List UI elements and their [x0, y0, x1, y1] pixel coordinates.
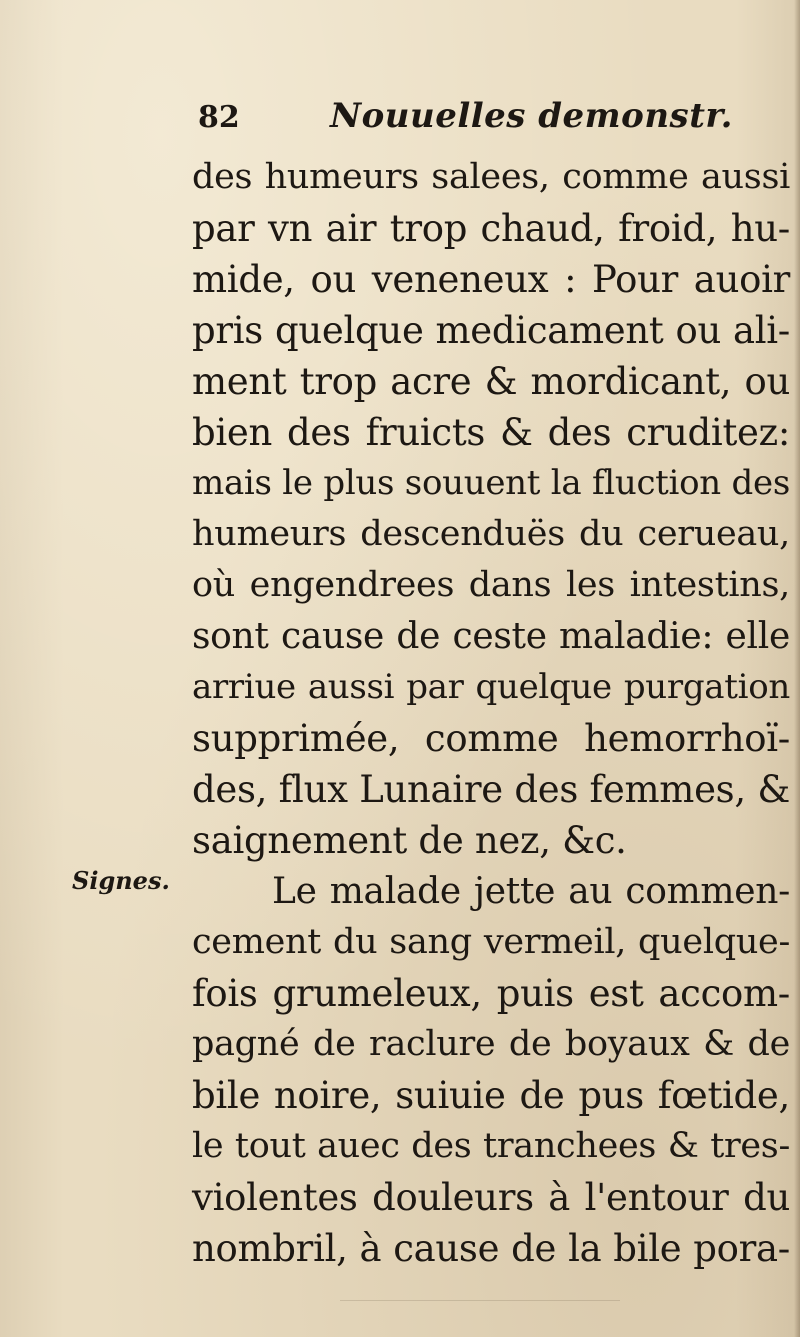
- text-line: où engendrees dans les intestins,: [192, 565, 790, 605]
- body-text: [192, 152, 790, 1274]
- text-line: le tout auec des tranchees & tres-: [192, 1126, 790, 1166]
- text-line: nombril, à cause de la bile pora-: [192, 1227, 790, 1270]
- text-line: arriue aussi par quelque purgation: [192, 667, 790, 707]
- text-line: par vn air trop chaud, froid, hu-: [192, 207, 790, 250]
- text-line: cement du sang vermeil, quelque-: [192, 922, 790, 962]
- page-header: [198, 96, 758, 146]
- text-line: mais le plus souuent la fluction des: [192, 463, 790, 503]
- text-line: des, flux Lunaire des femmes, &: [192, 768, 790, 811]
- text-line: pris quelque medicament ou ali-: [192, 309, 790, 352]
- bottom-rule: [340, 1300, 620, 1301]
- text-line: supprimée, comme hemorrhoï-: [192, 717, 790, 760]
- text-line: bile noire, suiuie de pus fœtide,: [192, 1074, 790, 1117]
- text-line: saignement de nez, &c.: [192, 819, 627, 862]
- text-line: bien des fruicts & des cruditez:: [192, 411, 790, 454]
- text-line: sont cause de ceste maladie: elle: [192, 616, 790, 657]
- text-line: fois grumeleux, puis est accom-: [192, 972, 790, 1015]
- text-line: ment trop acre & mordicant, ou: [192, 360, 790, 403]
- running-title: Nouuelles demonstr.: [330, 96, 734, 136]
- text-line: des humeurs salees, comme aussi: [192, 157, 790, 197]
- text-line: mide, ou veneneux : Pour auoir: [192, 258, 790, 301]
- text-line: violentes douleurs à l'entour du: [192, 1176, 790, 1219]
- text-line: humeurs descenduës du cerueau,: [192, 514, 790, 554]
- page-edge-shadow: [794, 0, 800, 1337]
- margin-note: Signes.: [72, 866, 170, 895]
- text-line: pagné de raclure de boyaux & de: [192, 1024, 790, 1064]
- text-line-paragraph-start: Le malade jette au commen-: [272, 871, 790, 912]
- page-number: 82: [198, 100, 240, 135]
